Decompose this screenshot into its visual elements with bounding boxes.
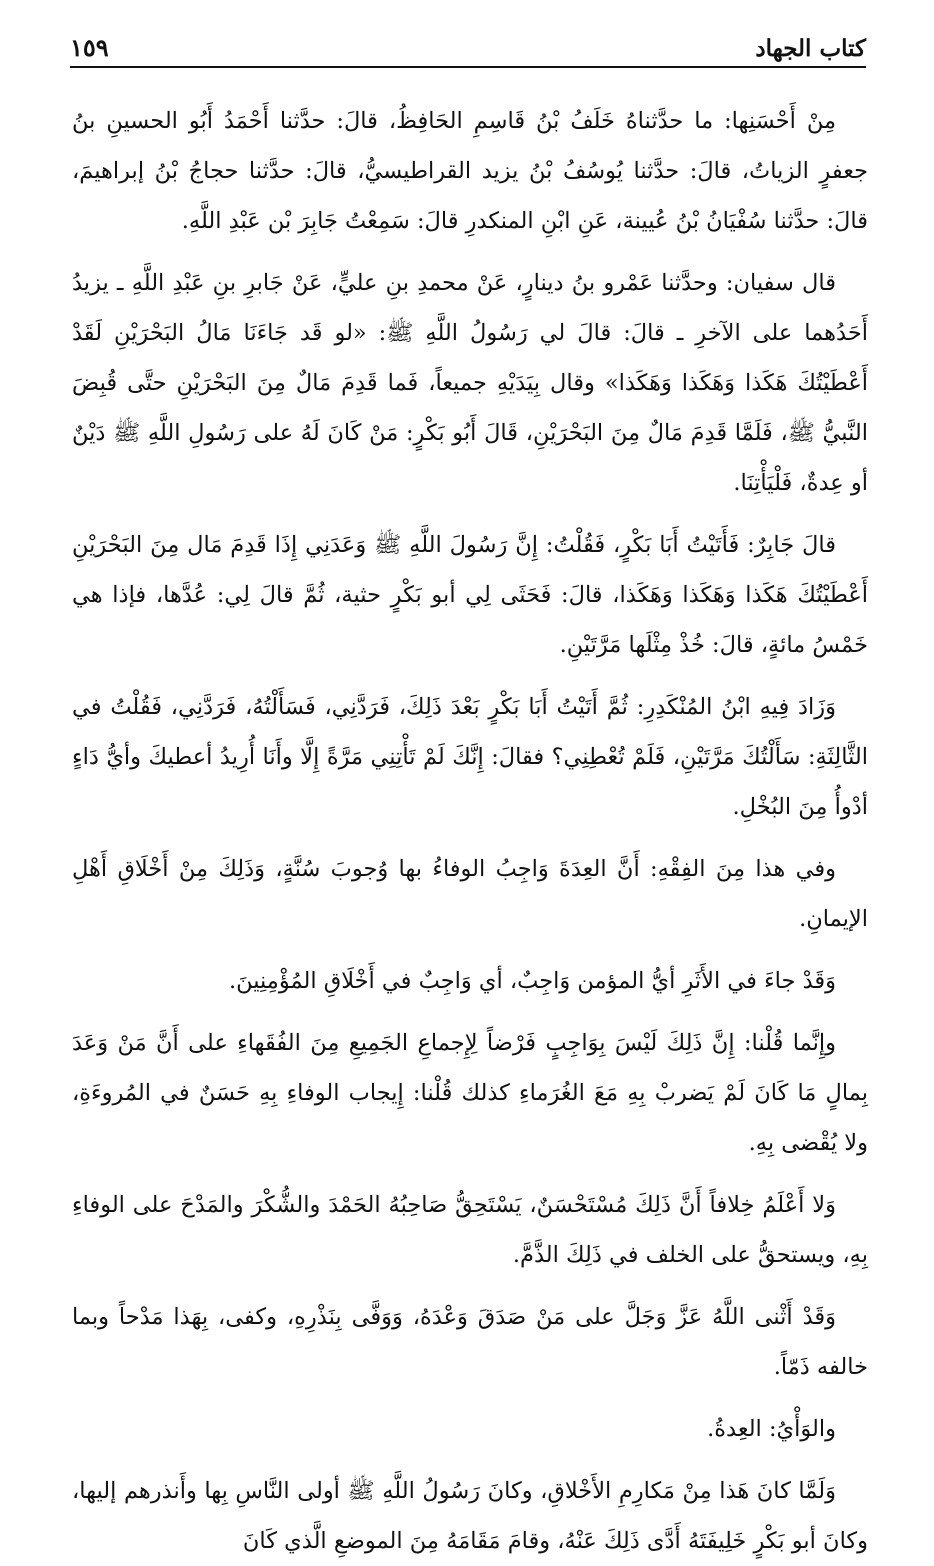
paragraph: وإِنَّما قُلْنا: إِنَّ ذَلِكَ لَيْسَ بِوَاجِبٍ فَرْضاً لِإِجماعِ الجَمِيعِ مِنَ الفُقَهاءِ على أَنَّ مَنْ وَعَدَ بِمالٍ مَا كَانَ لَمْ يَضربْ بِهِ مَعَ الغُرَماءِ كذلك قُلْنا: إِيجاب الوفاءِ بِهِ حَسَنٌ في المُروءَةِ، ولا يُقْضى بِهِ. <box>72 1030 868 1156</box>
paragraph: وَزَادَ فِيهِ ابْنُ المُنْكَدِرِ: ثُمَّ أَتَيْتُ أَبَا بَكْرٍ بَعْدَ ذَلِكَ، فَرَدَّنِي، فَسَأَلْتُهُ، فَرَدَّنِي، فَقُلْتُ في الثَّالِثَةِ: سَأَلْتُكَ مَرَّتَيْنِ، فَلَمْ تُعْطِنِي؟ فقالَ: إِنَّكَ لَمْ تَأْتِنِي مَرَّةً إِلَّا وأَنَا أُرِيدُ أعطيكَ وأيُّ دَاءٍ أدْوأُ مِنَ البُخْلِ. <box>72 694 868 820</box>
paragraph: مِنْ أَحْسَنِها: ما حدَّثناهُ خَلَفُ بْنُ قَاسِمِ الحَافِظُ، قالَ: حدَّثنا أَحْمَدُ أَبُو الحسينِ بنُ جعفرٍ الزياتُ، قالَ: حدَّثنا يُوسُفُ بْنُ يزيد القراطيسيُّ، قالَ: حدَّثنا حجاجُ بْنُ إبراهيمَ، قالَ: حدَّثنا سُفْيَانُ بْنُ عُيينة، عَنِ ابْنِ المنكدرِ قالَ: سَمِعْتُ جَابِرَ بْن عَبْدِ اللَّهِ. <box>72 108 868 234</box>
paragraph: قال سفيان: وحدَّثنا عَمْرو بنُ دينارٍ، عَنْ محمدِ بنِ عليٍّ، عَنْ جَابرِ بنِ عَبْدِ اللَّهِ ـ يزيدُ أَحَدُهما على الآخرِ ـ قالَ: قالَ لي رَسُولُ اللَّهِ ﷺ: «لو قَد جَاءَنَا مَالُ البَحْرَيْنِ لَقَدْ أَعْطَيْتُكَ هَكَذا وَهَكَذا وَهَكَذا» وقال بِيَدَيْهِ جميعاً، فَما قَدِمَ مَالٌ مِنَ البَحْرَيْنِ حتَّى قُبِضَ النَّبيُّ ﷺ، فَلَمَّا قَدِمَ مَالٌ مِنَ البَحْرَيْنِ، قَالَ أَبُو بَكْرٍ: مَنْ كَانَ لَهُ على رَسُولِ اللَّهِ ﷺ دَيْنٌ أو عِدةٌ، فَلْيَأْتِنَا. <box>72 270 868 496</box>
page-number: ١٥٩ <box>70 33 109 62</box>
paragraph: قالَ جَابِرٌ: فَأَتَيْتُ أَبَا بَكْرٍ، فَقُلْتُ: إِنَّ رَسُولَ اللَّهِ ﷺ وَعَدَنِي إِذَا قَدِمَ مَال مِنَ البَحْرَيْنِ أَعْطَيْتُكَ هَكَذا وَهَكَذا وَهَكَذا، قالَ: فَحَثَى لِي أبو بَكْرٍ حثية، ثُمَّ قالَ لِي: عُدَّها، فإذا هي خَمْسُ مائةٍ، قالَ: خُذْ مِثْلَها مَرَّتَيْنِ. <box>72 532 868 658</box>
paragraph: وَقَدْ جاءَ في الأَثَرِ أيُّ المؤمن وَاجِبٌ، أي وَاجِبٌ في أَخْلَاقِ المُؤْمِنِينَ. <box>228 968 836 994</box>
running-title: كتاب الجهاد <box>755 35 866 62</box>
paragraph: والوَأْيُ: العِدةُ. <box>707 1416 836 1442</box>
page-body <box>72 96 868 1566</box>
page-header <box>70 32 866 68</box>
paragraph: وَلَمَّا كانَ هَذا مِنْ مَكارِمِ الأَخْلاقِ، وكانَ رَسُولُ اللَّهِ ﷺ أولى النَّاسِ بِها وأَنذرهم إليها، وكانَ أبو بَكْرٍ خَلِيفَتَهُ أَدَّى ذَلِكَ عَنْهُ، وقامَ مَقَامَهُ مِنَ الموضعِ الَّذي كَانَ <box>72 1478 868 1554</box>
paragraph: وفي هذا مِنَ الفِقْهِ: أَنَّ العِدَةَ وَاجِبُ الوفاءُ بها وُجوبَ سُنَّةٍ، وَذَلِكَ مِنْ أَخْلَاقِ أَهْلِ الإيمانِ. <box>72 856 868 932</box>
paragraph: وَقَدْ أَثْنى اللَّهُ عَزَّ وَجَلَّ على مَنْ صَدَقَ وَعْدَهُ، وَوَفَّى بِنَذْرِهِ، وكفى، بِهَذا مَدْحاً وبما خالفه ذَمّاً. <box>72 1304 868 1380</box>
paragraph: وَلا أَعْلَمُ خِلافاً أَنَّ ذَلِكَ مُسْتَحْسَنٌ، يَسْتَحِقُّ صَاحِبُهُ الحَمْدَ والشُّكْرَ والمَدْحَ على الوفاءِ بِهِ، ويستحقُّ على الخلف في ذَلِكَ الذَّمَّ. <box>72 1192 868 1268</box>
